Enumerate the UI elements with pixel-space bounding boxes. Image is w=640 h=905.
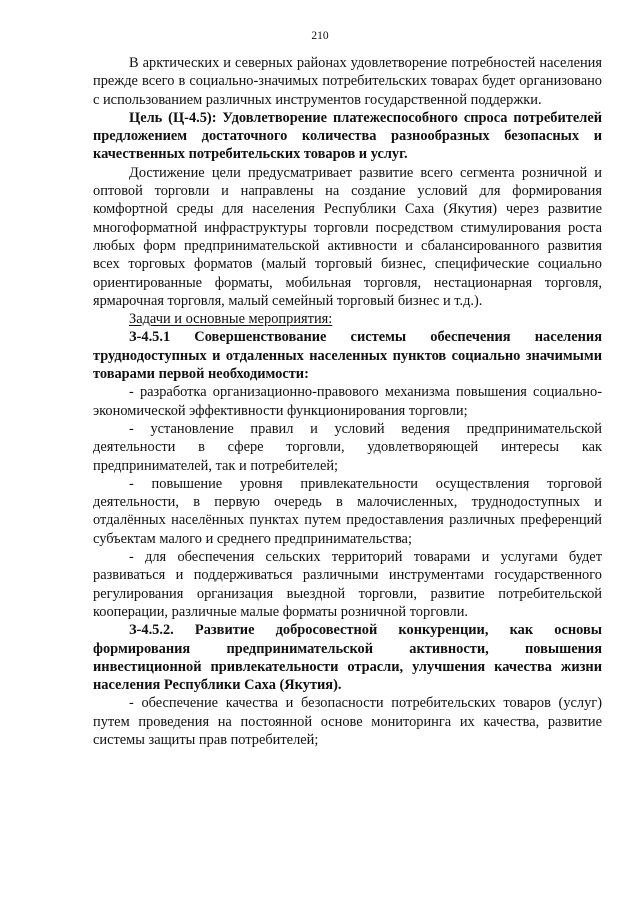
tasks-heading xyxy=(93,310,602,328)
list-item-quality-safety: - обеспечение качества и безопасности потребительских товаров (услуг) путем проведения на постоянной основе мониторинга их качества, развитие системы защиты прав потребителей; xyxy=(93,695,602,748)
document-body xyxy=(93,54,602,749)
paragraph-arctic-regions: В арктических и северных районах удовлетворение потребностей населения прежде всего в социально-значимых потребительских товарах будет организовано с использованием различных инструментов государственной поддержки. xyxy=(93,55,602,108)
paragraph-goal-achievement: Достижение цели предусматривает развитие всего сегмента розничной и оптовой торговли и направлены на создание условий для формирования комфортной среды для населения Республики Саха (Якутия) через развитие многоформатной инфраструктуры торговли посредством стимулирования роста любых форм предпринимательской активности и сбалансированного развития всех торговых форматов (малый торговый бизнес, специфические социально ориентированные форматы, мобильная торговля, нестационарная торговля, ярмарочная торговля, малый семейный торговый бизнес и т.д.). xyxy=(93,164,602,309)
list-item-rules-conditions: - установление правил и условий ведения предпринимательской деятельности в сфере торговли, удовлетворяющей интересы как предпринимателей, так и потребителей; xyxy=(93,420,602,474)
page-number: 210 xyxy=(311,30,329,42)
list-item-legal-mechanism: - разработка организационно-правового механизма повышения социально-экономической эффективности функционирования торговли; xyxy=(93,384,602,419)
list-item-attractiveness: - повышение уровня привлекательности осуществления торговой деятельности, в первую очередь в малочисленных, труднодоступных и отдалённых населённых пунктах путем предоставления различных преференций субъектам малого и среднего предпринимательства; xyxy=(93,475,602,547)
goal-heading: Цель (Ц-4.5): Удовлетворение платежеспособного спроса потребителей предложением достаточного количества разнообразных безопасных и качественных потребительских товаров и услуг. xyxy=(93,109,602,163)
tasks-heading-text: Задачи и основные мероприятия: xyxy=(129,311,333,328)
task-heading-4-5-1: З-4.5.1 Совершенствование системы обеспечения населения труднодоступных и отдаленных населенных пунктов социально значимыми товарами первой необходимости: xyxy=(93,329,602,383)
list-item-rural-territories: - для обеспечения сельских территорий товарами и услугами будет развиваться и поддерживаться различными инструментами государственного регулирования организация выездной торговли, развитие потребительской кооперации, различные малые форматы розничной торговли. xyxy=(93,549,602,620)
task-heading-4-5-2: З-4.5.2. Развитие добросовестной конкуренции, как основы формирования предпринимательской активности, повышения инвестиционной привлекательности отрасли, улучшения качества жизни населения Республики Саха (Якутия). xyxy=(93,622,602,694)
